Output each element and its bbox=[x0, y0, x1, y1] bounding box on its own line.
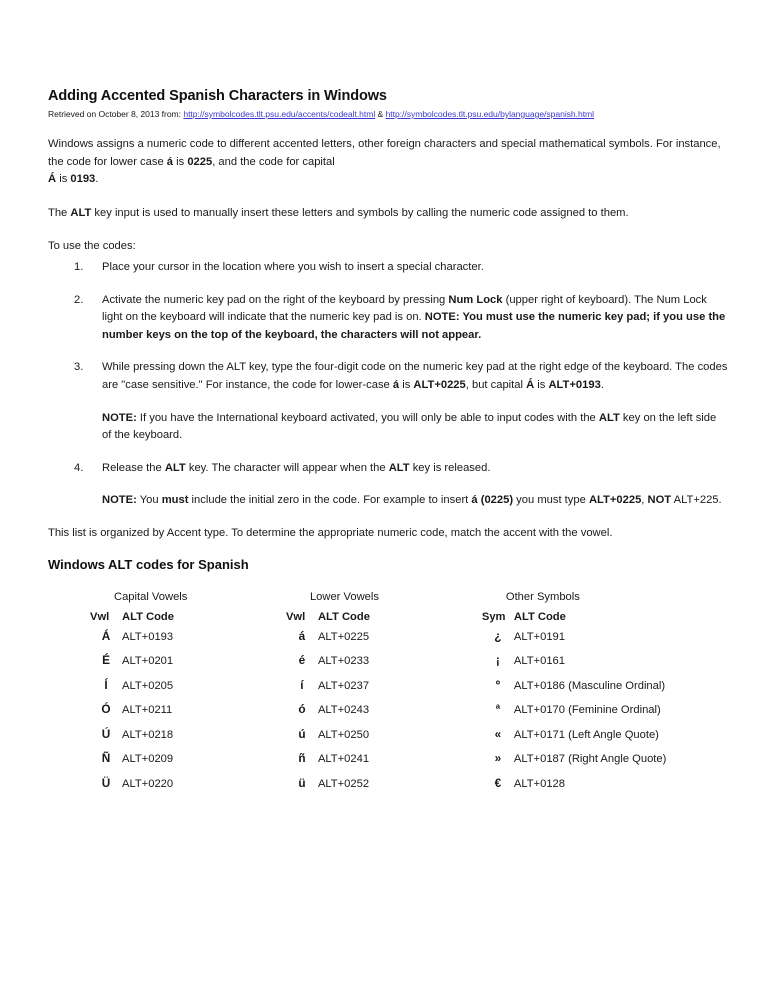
plain-text: Place your cursor in the location where you wish to insert a special character. bbox=[102, 260, 484, 273]
alt-code-cell: ALT+0186 (Masculine Ordinal) bbox=[513, 679, 666, 692]
emphasis-text: NOTE: You must use the numeric key pad; if you use the number keys on the top of the keyboard, the characters will not appear. bbox=[102, 311, 726, 341]
plain-text: Release the bbox=[102, 461, 165, 474]
step-number: 1. bbox=[74, 260, 84, 273]
lower-vowels-table bbox=[286, 591, 482, 801]
capital-vowels-subheader bbox=[90, 611, 286, 623]
emphasis-text: ALT+0225 bbox=[413, 378, 466, 391]
plain-text: key is released. bbox=[409, 461, 491, 474]
emphasis-text: ALT+0193 bbox=[548, 378, 601, 391]
alt-part1: The bbox=[48, 206, 71, 219]
alt-code-cell: ALT+0209 bbox=[122, 753, 174, 765]
to-use-codes-label: To use the codes: bbox=[48, 240, 136, 253]
alt-code-cell: ALT+0128 bbox=[513, 777, 565, 790]
note-international-keyboard bbox=[48, 410, 728, 445]
table-row bbox=[90, 702, 286, 727]
capital-vowels-heading: Capital Vowels bbox=[114, 590, 188, 603]
emphasis-text: Á bbox=[526, 378, 535, 391]
alt-code-cell: ALT+0220 bbox=[122, 777, 174, 790]
intro-part1: Windows assigns a numeric code to different accented letters, other foreign characters and special mathematical symbols. For instance, the code for lower case bbox=[48, 138, 721, 168]
table-row bbox=[286, 629, 482, 654]
symbol-cell: » bbox=[494, 751, 502, 765]
symbol-cell: Ú bbox=[101, 726, 111, 741]
list-item bbox=[48, 460, 728, 478]
link-separator: & bbox=[375, 109, 386, 119]
plain-text: is bbox=[534, 378, 549, 391]
plain-text: is bbox=[399, 378, 414, 391]
alt-code-cell: ALT+0252 bbox=[317, 777, 370, 790]
alt-code-cell: ALT+0191 bbox=[513, 630, 565, 643]
column-header-vwl: Vwl bbox=[285, 610, 306, 623]
table-row bbox=[482, 751, 728, 776]
plain-text: you must type bbox=[513, 494, 589, 507]
source-link-2[interactable]: http://symbolcodes.tlt.psu.edu/bylanguage/spanish.html bbox=[385, 109, 595, 119]
step-text bbox=[102, 361, 727, 391]
symbol-cell: Ó bbox=[101, 702, 111, 716]
column-header-vwl: Vwl bbox=[90, 610, 110, 623]
lower-vowels-subheader bbox=[286, 611, 482, 623]
symbol-cell: É bbox=[102, 653, 110, 667]
table-row bbox=[286, 776, 482, 801]
intro-bold-a-lower: á bbox=[166, 155, 174, 168]
plain-text: While pressing down the ALT key, type the four-digit code on the numeric key pad at the right edge of the keyboard. The codes are "case sensitive." For instance, the code for lower-case bbox=[102, 361, 728, 391]
other-symbols-heading: Other Symbols bbox=[505, 590, 580, 603]
alt-key-paragraph bbox=[48, 205, 728, 223]
symbol-cell: ¡ bbox=[495, 653, 500, 667]
emphasis-text: ALT bbox=[164, 461, 186, 474]
table-row bbox=[286, 751, 482, 776]
plain-text: , but capital bbox=[465, 378, 527, 391]
emphasis-text: NOTE: bbox=[102, 411, 137, 424]
alt-code-cell: ALT+0243 bbox=[317, 704, 370, 716]
column-header-alt-code: ALT Code bbox=[513, 610, 566, 623]
symbol-cell: « bbox=[494, 726, 502, 741]
emphasis-text: NOTE: bbox=[102, 494, 137, 507]
alt-code-cell: ALT+0170 (Feminine Ordinal) bbox=[513, 704, 661, 716]
alt-code-cell: ALT+0201 bbox=[122, 655, 174, 667]
alt-code-cell: ALT+0193 bbox=[122, 630, 174, 643]
table-row bbox=[90, 678, 286, 703]
alt-code-cell: ALT+0171 (Left Angle Quote) bbox=[513, 728, 659, 741]
list-item bbox=[48, 292, 728, 345]
retrieved-prefix: Retrieved on October 8, 2013 from: bbox=[48, 109, 184, 119]
step-number: 4. bbox=[74, 461, 84, 474]
capital-vowels-table bbox=[90, 591, 286, 801]
emphasis-text: ALT bbox=[388, 461, 410, 474]
plain-text: include the initial zero in the code. For example to insert bbox=[188, 494, 472, 507]
plain-text: You bbox=[136, 494, 162, 507]
plain-text: , bbox=[641, 494, 648, 507]
retrieved-line bbox=[48, 109, 728, 119]
step-text bbox=[102, 294, 725, 341]
list-item bbox=[48, 259, 728, 277]
alt-code-cell: ALT+0161 bbox=[513, 655, 565, 667]
page-title: Adding Accented Spanish Characters in Windows bbox=[48, 88, 387, 104]
emphasis-text: Num Lock bbox=[448, 293, 503, 306]
other-symbols-table bbox=[482, 591, 728, 801]
symbol-cell: Ü bbox=[101, 775, 111, 790]
table-row bbox=[90, 629, 286, 654]
symbol-cell: í bbox=[300, 677, 304, 692]
table-row bbox=[286, 678, 482, 703]
emphasis-text: must bbox=[161, 494, 189, 507]
plain-text: (upper right of keyboard). The Num Lock light on the keyboard will indicate that the numeric key pad is on. bbox=[102, 293, 707, 324]
intro-line2-part2: . bbox=[95, 173, 99, 186]
alt-code-cell: ALT+0233 bbox=[317, 655, 370, 667]
emphasis-text: NOT bbox=[647, 494, 672, 507]
symbol-cell: ó bbox=[298, 702, 306, 716]
column-header-alt-code: ALT Code bbox=[122, 610, 174, 623]
other-symbols-rows bbox=[482, 629, 728, 801]
symbol-cell: € bbox=[494, 775, 502, 790]
step-text bbox=[102, 462, 490, 474]
symbol-cell: á bbox=[298, 628, 306, 643]
table-row bbox=[482, 776, 728, 801]
source-link-1[interactable]: http://symbolcodes.tlt.psu.edu/accents/codealt.html bbox=[183, 109, 376, 119]
table-row bbox=[90, 653, 286, 678]
intro-bold-a-capital: Á bbox=[48, 173, 57, 186]
symbol-cell: ¿ bbox=[494, 628, 502, 643]
table-row bbox=[482, 678, 728, 703]
alt-code-cell: ALT+0205 bbox=[122, 679, 174, 692]
intro-part2: is bbox=[173, 155, 188, 168]
emphasis-text: á bbox=[392, 378, 400, 391]
lower-vowels-rows bbox=[286, 629, 482, 801]
symbol-cell: é bbox=[298, 653, 306, 667]
plain-text: key. The character will appear when the bbox=[185, 461, 389, 474]
alt-code-cell: ALT+0211 bbox=[122, 704, 173, 716]
other-symbols-subheader bbox=[482, 611, 728, 623]
symbol-cell: ú bbox=[298, 726, 306, 741]
steps-list-continued bbox=[48, 460, 728, 478]
plain-text: . bbox=[600, 378, 604, 391]
plain-text: Activate the numeric key pad on the right of the keyboard by pressing bbox=[102, 293, 449, 306]
plain-text: ALT+225. bbox=[671, 494, 722, 507]
steps-list bbox=[48, 259, 728, 395]
emphasis-text: ALT bbox=[598, 411, 620, 424]
alt-code-cell: ALT+0237 bbox=[317, 679, 370, 692]
table-row bbox=[90, 727, 286, 752]
emphasis-text: á (0225) bbox=[471, 494, 514, 507]
table-row bbox=[286, 727, 482, 752]
step-number: 2. bbox=[74, 293, 84, 306]
table-row bbox=[482, 653, 728, 678]
alt-code-cell: ALT+0225 bbox=[317, 630, 370, 643]
symbol-cell: Ñ bbox=[101, 751, 111, 765]
symbol-cell: Í bbox=[104, 677, 108, 692]
column-header-sym: Sym bbox=[481, 610, 506, 623]
table-row bbox=[286, 653, 482, 678]
intro-line2-part1: is bbox=[56, 173, 71, 186]
column-header-alt-code: ALT Code bbox=[317, 610, 370, 623]
alt-part2: key input is used to manually insert these letters and symbols by calling the numeric code assigned to them. bbox=[91, 206, 629, 219]
alt-code-cell: ALT+0187 (Right Angle Quote) bbox=[513, 753, 667, 765]
intro-part3: , and the code for capital bbox=[212, 155, 335, 168]
intro-bold-0193: 0193 bbox=[70, 173, 96, 186]
table-row bbox=[90, 776, 286, 801]
emphasis-text: ALT+0225 bbox=[588, 494, 642, 507]
table-row bbox=[286, 702, 482, 727]
intro-paragraph bbox=[48, 136, 728, 189]
symbol-cell: ñ bbox=[298, 751, 306, 765]
table-row bbox=[482, 727, 728, 752]
table-row bbox=[482, 629, 728, 654]
plain-text: If you have the International keyboard activated, you will only be able to input codes with the bbox=[136, 411, 599, 424]
plain-text: key on the left side of the keyboard. bbox=[102, 411, 717, 442]
list-item bbox=[48, 359, 728, 394]
note-initial-zero bbox=[48, 492, 728, 510]
section-title: Windows ALT codes for Spanish bbox=[48, 556, 249, 572]
alt-code-cell: ALT+0241 bbox=[317, 753, 370, 765]
intro-bold-0225: 0225 bbox=[187, 155, 213, 168]
symbol-cell: º bbox=[495, 677, 501, 692]
closing-paragraph: This list is organized by Accent type. To determine the appropriate numeric code, match the accent with the vowel. bbox=[48, 526, 613, 539]
alt-code-cell: ALT+0250 bbox=[317, 728, 370, 741]
table-row bbox=[90, 751, 286, 776]
lower-vowels-heading: Lower Vowels bbox=[309, 590, 379, 603]
table-row bbox=[482, 702, 728, 727]
capital-vowels-rows bbox=[90, 629, 286, 801]
alt-bold-key: ALT bbox=[70, 206, 92, 219]
step-number: 3. bbox=[74, 361, 84, 374]
symbol-cell: ü bbox=[298, 775, 306, 790]
step-text bbox=[102, 261, 484, 273]
alt-code-cell: ALT+0218 bbox=[122, 728, 174, 741]
symbol-cell: Á bbox=[101, 628, 111, 643]
symbol-cell: ª bbox=[495, 702, 501, 716]
alt-codes-tables bbox=[48, 591, 728, 801]
